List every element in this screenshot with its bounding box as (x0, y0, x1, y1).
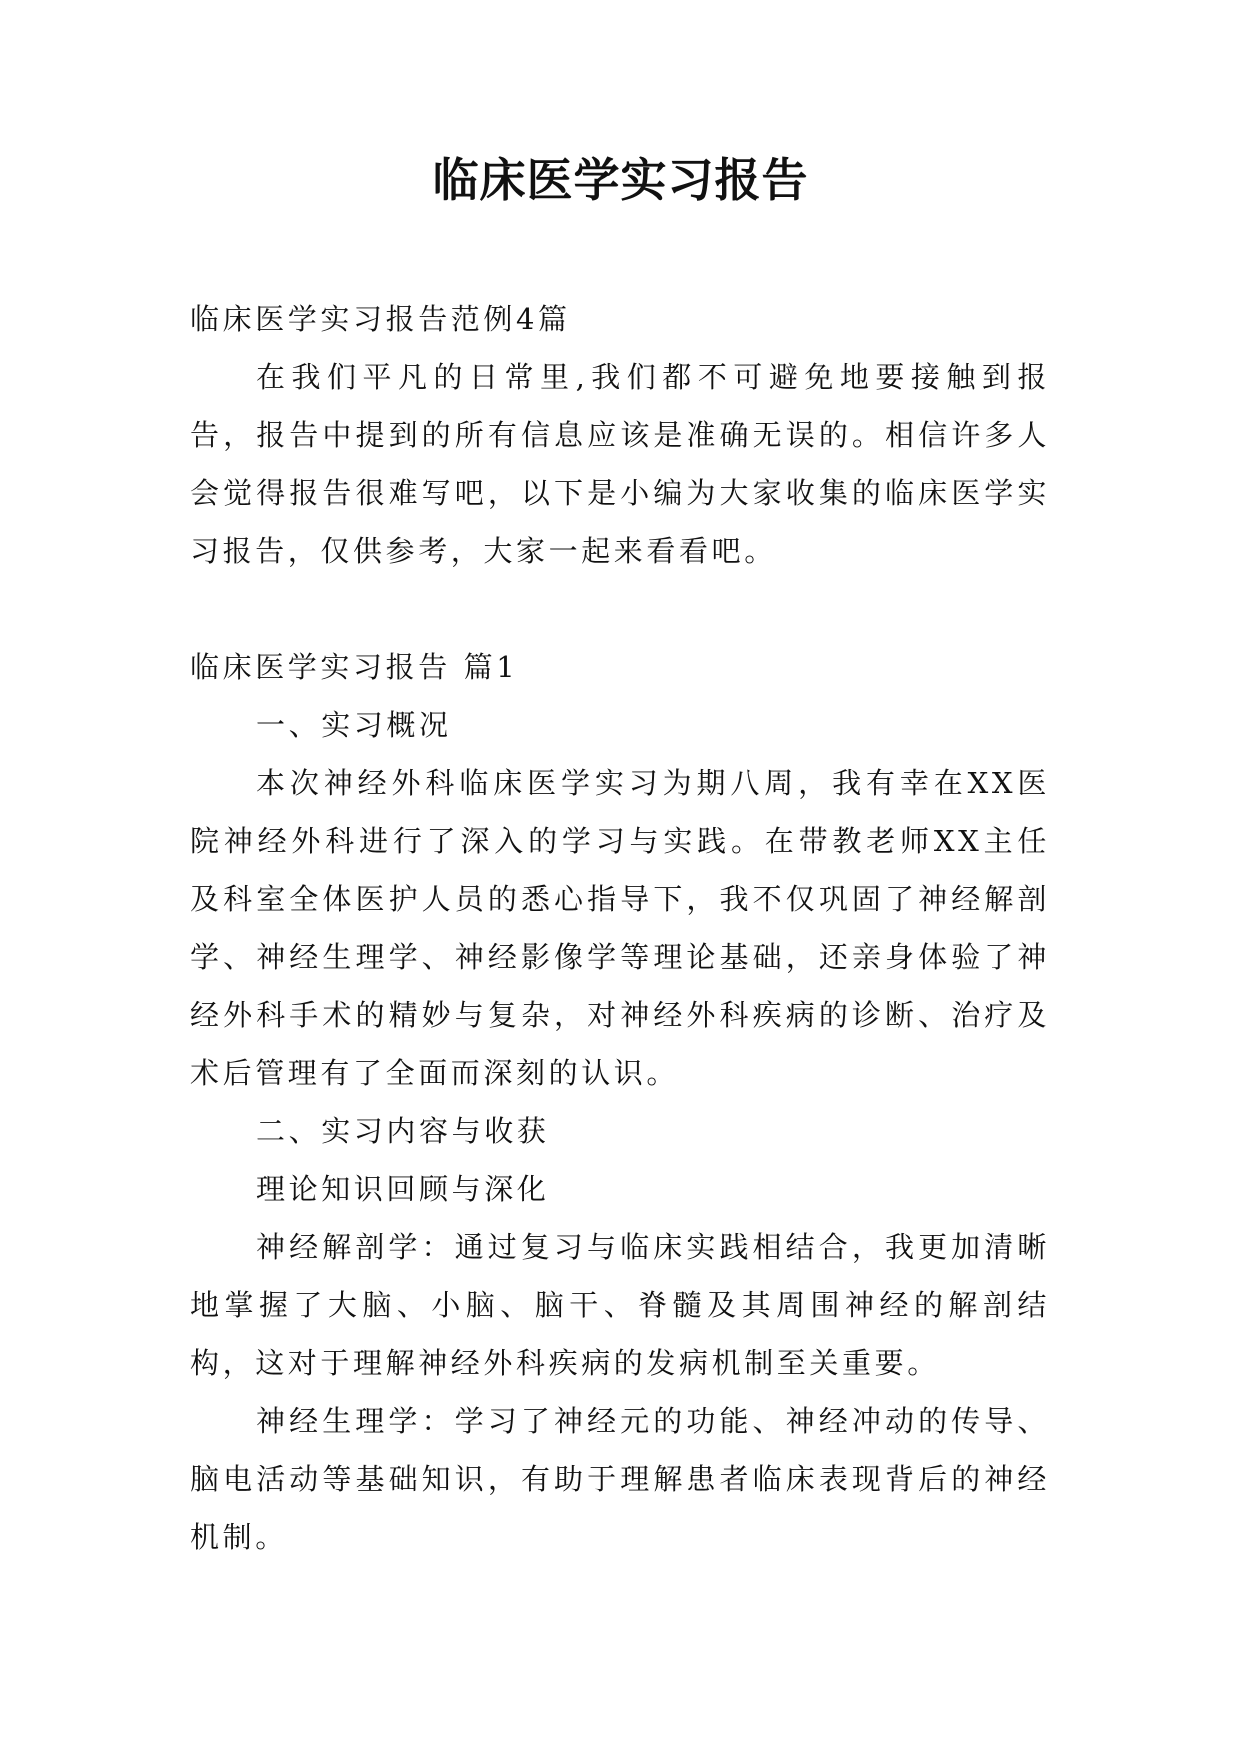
section-heading-content: 二、实习内容与收获 (256, 1114, 550, 1148)
document-title: 临床医学实习报告 (432, 153, 809, 207)
intro-paragraph: 在我们平凡的日常里,我们都不可避免地要接触到报告，报告中提到的所有信息应该是准确无误的。相信许多人会觉得报告很难写吧，以下是小编为大家收集的临床医学实习报告，仅供参考，大家一起来看看吧。 (190, 360, 1050, 568)
intro-heading: 临床医学实习报告范例4篇 (190, 302, 571, 336)
document-body (190, 290, 1050, 1566)
subheading-theory: 理论知识回顾与深化 (256, 1172, 550, 1206)
section-heading-overview: 一、实习概况 (256, 708, 452, 742)
report-heading: 临床医学实习报告 篇1 (190, 650, 519, 684)
overview-paragraph: 本次神经外科临床医学实习为期八周，我有幸在XX医院神经外科进行了深入的学习与实践。在带教老师XX主任及科室全体医护人员的悉心指导下，我不仅巩固了神经解剖学、神经生理学、神经影像学等理论基础，还亲身体验了神经外科手术的精妙与复杂，对神经外科疾病的诊断、治疗及术后管理有了全面而深刻的认识。 (190, 766, 1050, 1090)
anatomy-paragraph: 神经解剖学：通过复习与临床实践相结合，我更加清晰地掌握了大脑、小脑、脑干、脊髓及其周围神经的解剖结构，这对于理解神经外科疾病的发病机制至关重要。 (190, 1230, 1050, 1380)
section-spacer (190, 580, 1050, 638)
physiology-paragraph: 神经生理学：学习了神经元的功能、神经冲动的传导、脑电活动等基础知识，有助于理解患者临床表现背后的神经机制。 (190, 1404, 1050, 1554)
